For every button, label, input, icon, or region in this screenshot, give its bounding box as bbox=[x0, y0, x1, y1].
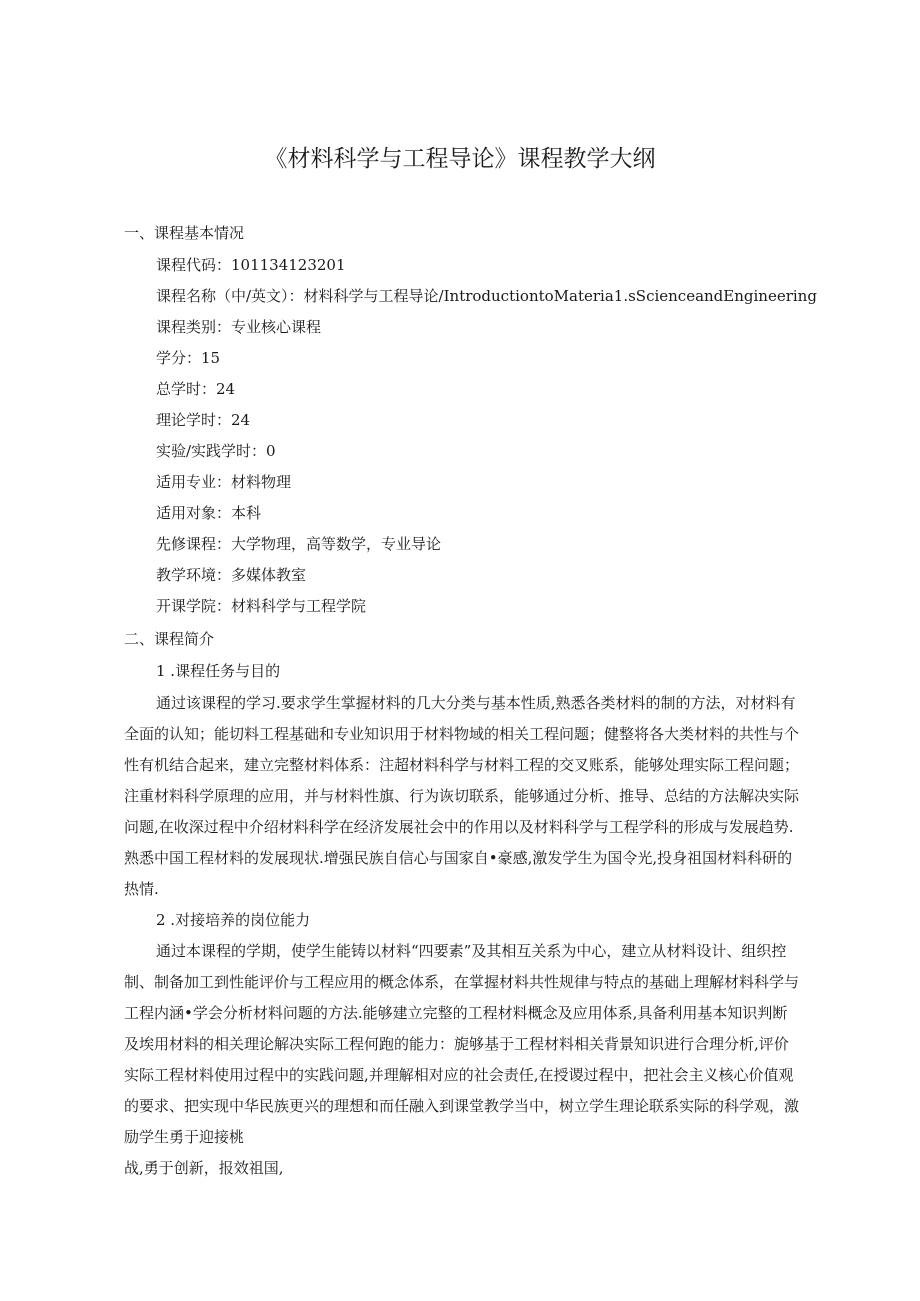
subsection-heading-ability: 2 .对接培养的岗位能力 bbox=[156, 911, 311, 929]
section-heading-basic-info: 一、课程基本情况 bbox=[124, 224, 245, 242]
paragraph-line: 通过该课程的学习.要求学生掌握材料的几大分类与基本性质,熟悉各类材料的制的方法，对材料有 bbox=[156, 694, 796, 712]
field-theory-hours: 理论学时：24 bbox=[156, 411, 251, 429]
field-course-name: 课程名称（中/英文）：材料科学与工程导论/IntroductiontoMateria1.sScienceandEngineering bbox=[156, 287, 817, 305]
paragraph-line: 问题,在收深过程中介绍材料科学在经济发展社会中的作用以及材料科学与工程学科的形成与发展趋势. bbox=[124, 818, 794, 836]
paragraph-line: 熟悉中国工程材料的发展现状.增强民族自信心与国家自•豪感,激发学生为国令光,投身祖国材料科研的 bbox=[124, 849, 793, 867]
paragraph-line: 的要求、把实现中华民族更兴的理想和而任融入到课堂教学当中，树立学生理论联系实际的科学观，激 bbox=[124, 1097, 800, 1115]
field-prerequisites: 先修课程：大学物理，高等数学，专业导论 bbox=[156, 535, 442, 553]
subsection-heading-task: 1 .课程任务与目的 bbox=[156, 662, 281, 680]
field-course-category: 课程类别：专业核心课程 bbox=[156, 318, 322, 336]
paragraph-line: 制、制备加工到性能评价与工程应用的概念体系，在掌握材料共性规律与特点的基础上理解材料科学与 bbox=[124, 973, 800, 991]
field-course-code: 课程代码：101134123201 bbox=[156, 256, 346, 274]
field-major: 适用专业：材料物理 bbox=[156, 473, 292, 491]
field-practice-hours: 实验/实践学时：0 bbox=[156, 442, 276, 460]
field-environment: 教学环境：多媒体教室 bbox=[156, 566, 307, 584]
field-audience: 适用对象：本科 bbox=[156, 504, 262, 522]
paragraph-line: 性有机结合起来，建立完整材料体系：注超材料科学与材料工程的交叉账系，能够处理实际工程问题； bbox=[124, 756, 800, 774]
paragraph-line: 注重材料科学原理的应用，并与材料性旗、行为诙切联系，能够通过分析、推导、总结的方法解决实际 bbox=[124, 787, 800, 805]
paragraph-line: 实际工程材料使用过程中的实践问题,并理解相对应的社会责任,在授谡过程中，把社会主义核心价值观 bbox=[124, 1066, 794, 1084]
field-credits: 学分：15 bbox=[156, 349, 221, 367]
paragraph-line: 励学生勇于迎接桃 bbox=[124, 1128, 245, 1146]
field-college: 开课学院：材料科学与工程学院 bbox=[156, 597, 367, 615]
section-heading-intro: 二、课程简介 bbox=[124, 630, 215, 648]
paragraph-line: 通过本课程的学期，使学生能铸以材料“四要素”及其相互关系为中心，建立从材料设计、组织控 bbox=[156, 942, 787, 960]
page-title: 《材料科学与工程导论》课程教学大纲 bbox=[264, 146, 656, 172]
field-total-hours: 总学时：24 bbox=[156, 380, 236, 398]
paragraph-line: 及埃用材料的相关理论解决实际工程何跑的能力：旎够基于工程材料相关背景知识进行合理分析,评价 bbox=[124, 1035, 789, 1053]
paragraph-line: 全面的认知；能切料工程基础和专业知识用于材料物域的相关工程问题；健整将各大类材料的共性与个 bbox=[124, 725, 800, 743]
paragraph-line: 热情. bbox=[124, 880, 159, 898]
paragraph-line: 工程内涵•学会分析材料问题的方法.能够建立完整的工程材料概念及应用体系,具备利用基本知识判断 bbox=[124, 1004, 788, 1022]
paragraph-line: 战,勇于创新，报效祖国, bbox=[124, 1159, 284, 1177]
